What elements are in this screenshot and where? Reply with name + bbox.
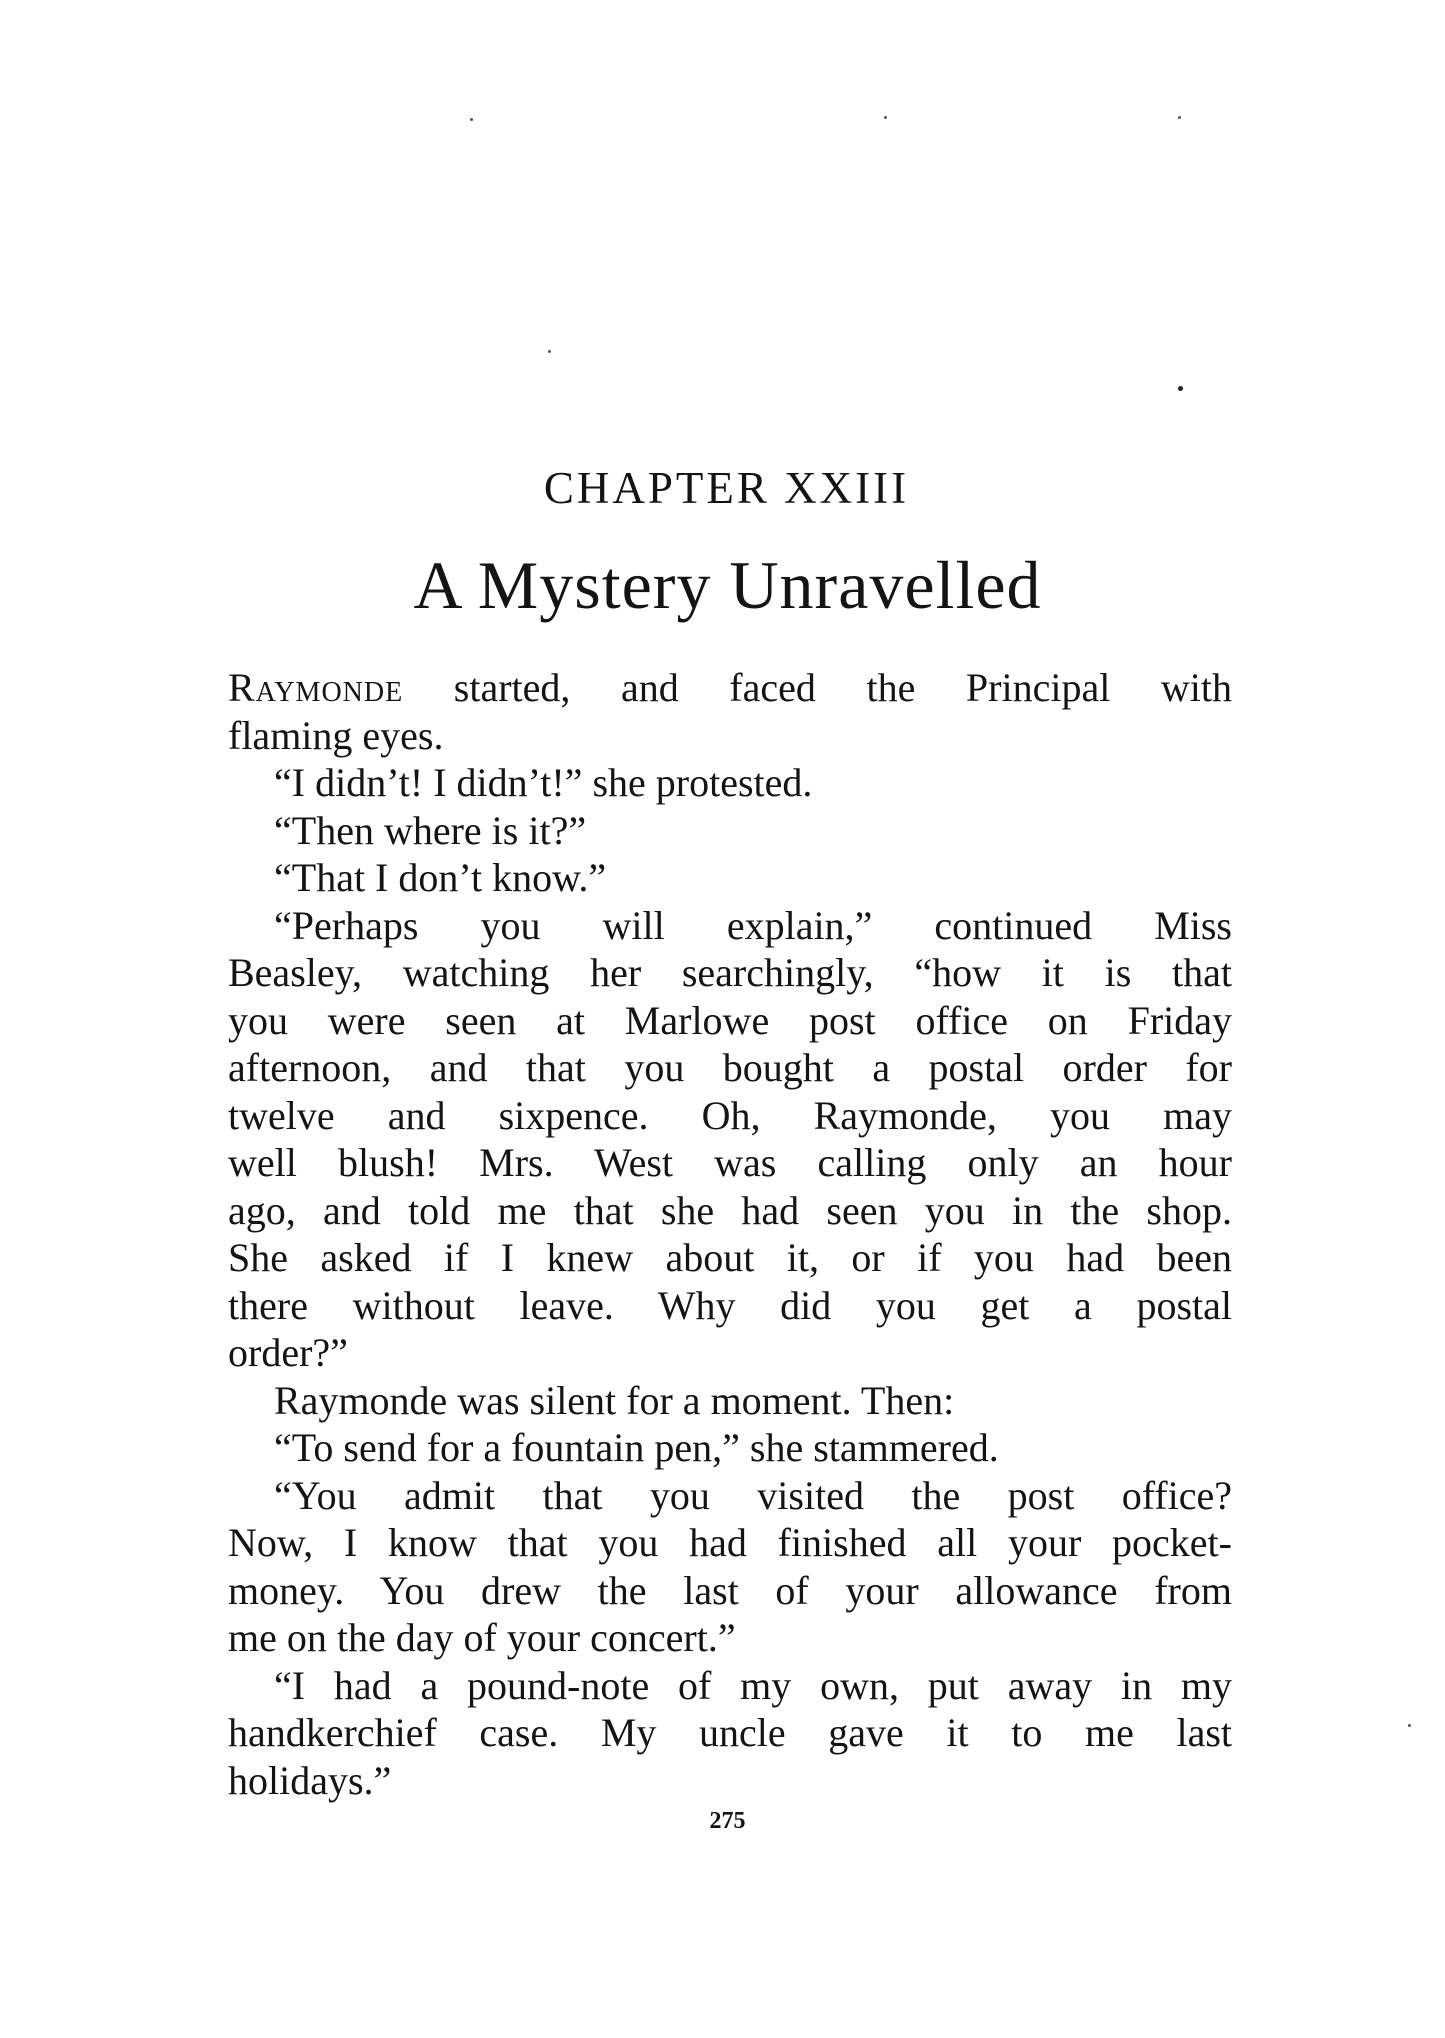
scan-speck bbox=[1408, 1724, 1411, 1727]
text-line: flaming eyes. bbox=[228, 712, 444, 758]
text-line: twelve and sixpence. Oh, Raymonde, you may bbox=[228, 1092, 1232, 1138]
text-line: “You admit that you visited the post office? bbox=[274, 1472, 1232, 1518]
chapter-title: A Mystery Unravelled bbox=[413, 547, 1042, 623]
text-line: Beasley, watching her searchingly, “how it is that bbox=[228, 950, 1232, 995]
text-line bbox=[228, 664, 1232, 712]
text-line: order?” bbox=[228, 1330, 348, 1375]
text-line: holidays.” bbox=[228, 1757, 392, 1803]
line-text: started, and faced the Principal with bbox=[403, 665, 1232, 710]
text-line: well blush! Mrs. West was calling only an hour bbox=[228, 1140, 1232, 1185]
text-line: Now, I know that you had finished all your pocket- bbox=[228, 1520, 1232, 1565]
text-line: you were seen at Marlowe post office on Friday bbox=[228, 997, 1232, 1043]
text-line: “I had a pound-note of my own, put away in my bbox=[274, 1662, 1232, 1708]
text-line: me on the day of your concert.” bbox=[228, 1615, 736, 1660]
scan-speck bbox=[1178, 116, 1181, 119]
text-line: “Perhaps you will explain,” continued Miss bbox=[274, 902, 1232, 948]
text-line: handkerchief case. My uncle gave it to me last bbox=[228, 1710, 1232, 1755]
scan-speck bbox=[548, 350, 551, 353]
body-text bbox=[228, 664, 1232, 1804]
text-line: “I didn’t! I didn’t!” she protested. bbox=[274, 760, 813, 805]
text-line: money. You drew the last of your allowance from bbox=[228, 1567, 1232, 1613]
text-line: afternoon, and that you bought a postal order for bbox=[228, 1045, 1232, 1090]
text-line: “Then where is it?” bbox=[274, 807, 587, 853]
text-line: ago, and told me that she had seen you in the shop. bbox=[228, 1187, 1232, 1233]
scan-speck bbox=[884, 116, 887, 119]
text-line: there without leave. Why did you get a postal bbox=[228, 1282, 1232, 1328]
text-line: Raymonde was silent for a moment. Then: bbox=[274, 1377, 955, 1423]
text-line: “That I don’t know.” bbox=[274, 855, 607, 900]
opening-word: Raymonde bbox=[228, 665, 404, 710]
page-number: 275 bbox=[709, 1808, 746, 1834]
text-line: “To send for a fountain pen,” she stammered. bbox=[274, 1425, 999, 1470]
chapter-number: CHAPTER XXIII bbox=[543, 463, 910, 513]
text-line: She asked if I knew about it, or if you had been bbox=[228, 1235, 1232, 1280]
scan-speck bbox=[470, 118, 473, 121]
scan-speck bbox=[1178, 386, 1183, 391]
